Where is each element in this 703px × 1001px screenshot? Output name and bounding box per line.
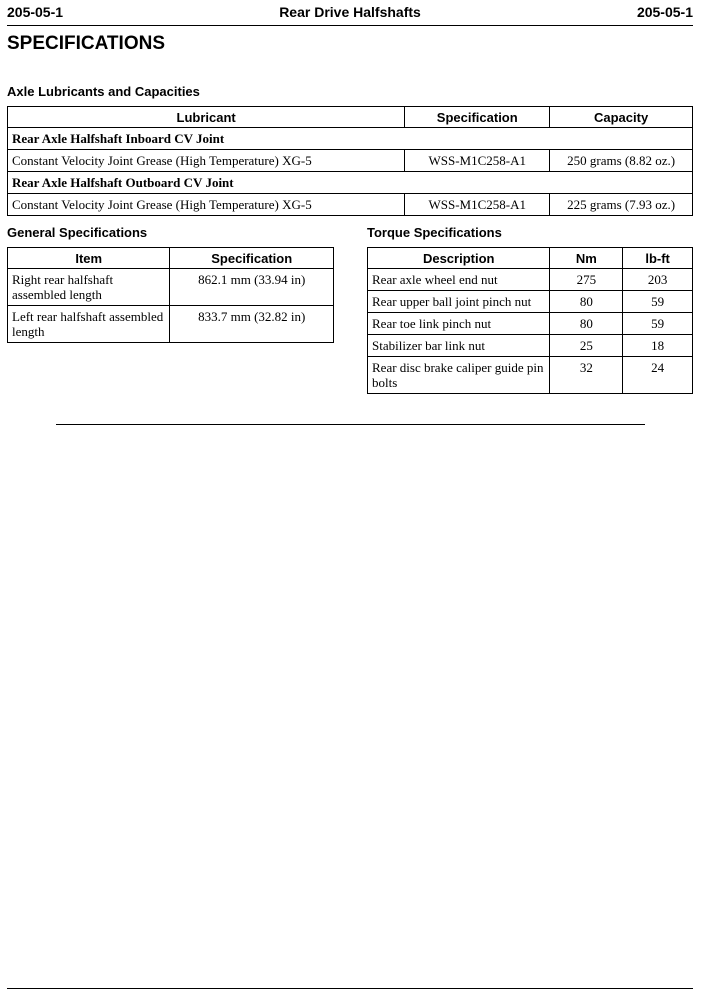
- lubricant-cell: Constant Velocity Joint Grease (High Temperature) XG-5: [8, 194, 405, 216]
- specification-cell: WSS-M1C258-A1: [405, 150, 550, 172]
- table-row: [368, 291, 693, 313]
- general-specifications-table: [7, 247, 334, 343]
- group-inboard-cv-joint: Rear Axle Halfshaft Inboard CV Joint: [8, 128, 693, 150]
- group-outboard-cv-joint: Rear Axle Halfshaft Outboard CV Joint: [8, 172, 693, 194]
- column-header-specification: Specification: [170, 248, 334, 269]
- lbft-cell: 203: [623, 269, 693, 291]
- item-cell: Left rear halfshaft assembled length: [8, 306, 170, 343]
- group-row: [8, 172, 693, 194]
- spec-cell: 833.7 mm (32.82 in): [170, 306, 334, 343]
- column-header-description: Description: [368, 248, 550, 269]
- table-row: [368, 269, 693, 291]
- lubricants-table: [7, 106, 693, 216]
- table-row: [8, 150, 693, 172]
- lubricant-cell: Constant Velocity Joint Grease (High Temperature) XG-5: [8, 150, 405, 172]
- column-header-lbft: lb-ft: [623, 248, 693, 269]
- table-row: [368, 357, 693, 394]
- description-cell: Rear axle wheel end nut: [368, 269, 550, 291]
- page-footer-rule: [7, 988, 693, 989]
- column-header-lubricant: Lubricant: [8, 107, 405, 128]
- table-row: [8, 306, 334, 343]
- column-header-specification: Specification: [405, 107, 550, 128]
- section-number-right: 205-05-1: [636, 4, 693, 20]
- section-number-left: 205-05-1: [7, 4, 64, 20]
- group-row: [8, 128, 693, 150]
- description-cell: Rear disc brake caliper guide pin bolts: [368, 357, 550, 394]
- capacity-cell: 250 grams (8.82 oz.): [550, 150, 693, 172]
- spec-cell: 862.1 mm (33.94 in): [170, 269, 334, 306]
- column-header-nm: Nm: [550, 248, 623, 269]
- document-title: Rear Drive Halfshafts: [279, 4, 421, 20]
- capacity-cell: 225 grams (7.93 oz.): [550, 194, 693, 216]
- table-row: [368, 335, 693, 357]
- table-header-row: [8, 107, 693, 128]
- description-cell: Rear upper ball joint pinch nut: [368, 291, 550, 313]
- nm-cell: 32: [550, 357, 623, 394]
- page-title: SPECIFICATIONS: [7, 33, 165, 54]
- section-end-divider: [56, 424, 645, 425]
- table-row: [8, 194, 693, 216]
- torque-section-title: Torque Specifications: [367, 225, 502, 240]
- item-cell: Right rear halfshaft assembled length: [8, 269, 170, 306]
- column-header-capacity: Capacity: [550, 107, 693, 128]
- lbft-cell: 59: [623, 291, 693, 313]
- description-cell: Rear toe link pinch nut: [368, 313, 550, 335]
- lbft-cell: 18: [623, 335, 693, 357]
- description-cell: Stabilizer bar link nut: [368, 335, 550, 357]
- table-row: [8, 269, 334, 306]
- nm-cell: 80: [550, 313, 623, 335]
- lbft-cell: 24: [623, 357, 693, 394]
- general-section-title: General Specifications: [7, 225, 148, 240]
- lbft-cell: 59: [623, 313, 693, 335]
- table-header-row: [368, 248, 693, 269]
- nm-cell: 25: [550, 335, 623, 357]
- nm-cell: 80: [550, 291, 623, 313]
- table-row: [368, 313, 693, 335]
- specification-cell: WSS-M1C258-A1: [405, 194, 550, 216]
- table-header-row: [8, 248, 334, 269]
- page-header: [7, 3, 693, 26]
- column-header-item: Item: [8, 248, 170, 269]
- lubricants-section-title: Axle Lubricants and Capacities: [7, 84, 200, 99]
- nm-cell: 275: [550, 269, 623, 291]
- torque-specifications-table: [367, 247, 693, 394]
